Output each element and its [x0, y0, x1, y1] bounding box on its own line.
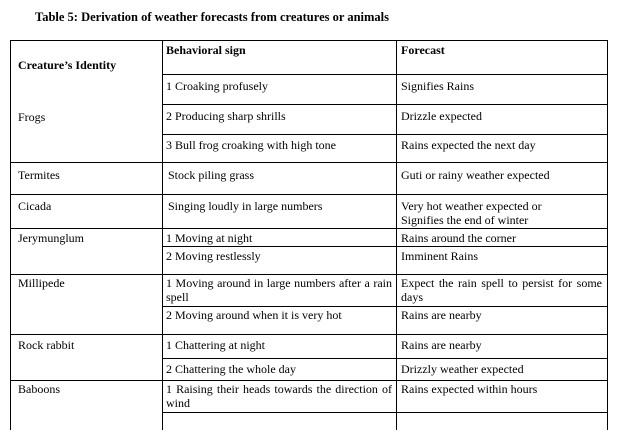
- sign-cell: 1 Croaking profusely: [166, 79, 268, 93]
- forecast-cell: Drizzle expected: [401, 109, 482, 123]
- forecast-cell: Guti or rainy weather expected: [401, 168, 550, 182]
- forecast-cell: Rains around the corner: [401, 231, 516, 245]
- sign-cell: 2 Moving restlessly: [166, 249, 261, 263]
- sign-cell: 2 Producing sharp shrills: [166, 109, 286, 123]
- creature-cell: Millipede: [18, 276, 65, 290]
- sign-cell: 1 Moving at night: [166, 231, 253, 245]
- sign-cell: 1 Raising their heads towards the direction of wind: [166, 382, 392, 410]
- forecast-table: [10, 40, 608, 440]
- sign-cell: 2 Moving around when it is very hot: [166, 308, 342, 322]
- sign-cell: 1 Chattering at night: [166, 338, 265, 352]
- forecast-cell: Rains are nearby: [401, 338, 482, 352]
- creature-cell: Jerymunglum: [18, 231, 84, 245]
- table-caption: Table 5: Derivation of weather forecasts from creatures or animals: [35, 10, 389, 24]
- forecast-cell: Imminent Rains: [401, 249, 478, 263]
- forecast-cell: Signifies Rains: [401, 79, 475, 93]
- header-creature-identity: Creature’s Identity: [18, 58, 117, 72]
- sign-cell: Stock piling grass: [168, 168, 254, 182]
- forecast-cell: Drizzly weather expected: [401, 362, 524, 376]
- header-forecast: Forecast: [401, 43, 445, 57]
- sign-cell: 3 Bull frog croaking with high tone: [166, 138, 336, 152]
- forecast-cell: Rains expected the next day: [401, 138, 536, 152]
- creature-cell: Frogs: [18, 110, 46, 124]
- creature-cell: Cicada: [18, 199, 52, 213]
- sign-cell: 2 Chattering the whole day: [166, 362, 296, 376]
- forecast-cell: Expect the rain spell to persist for some days: [401, 276, 602, 304]
- creature-cell: Termites: [18, 168, 60, 182]
- creature-cell: Baboons: [18, 382, 60, 396]
- forecast-cell: Rains are nearby: [401, 308, 482, 322]
- sign-cell: 1 Moving around in large numbers after a rain spell: [166, 276, 392, 304]
- forecast-cell: Very hot weather expected or Signifies the end of winter: [401, 199, 542, 227]
- creature-cell: Rock rabbit: [18, 338, 75, 352]
- header-behavioral-sign: Behavioral sign: [166, 43, 246, 57]
- forecast-cell: Rains expected within hours: [401, 382, 538, 396]
- sign-cell: Singing loudly in large numbers: [168, 199, 323, 213]
